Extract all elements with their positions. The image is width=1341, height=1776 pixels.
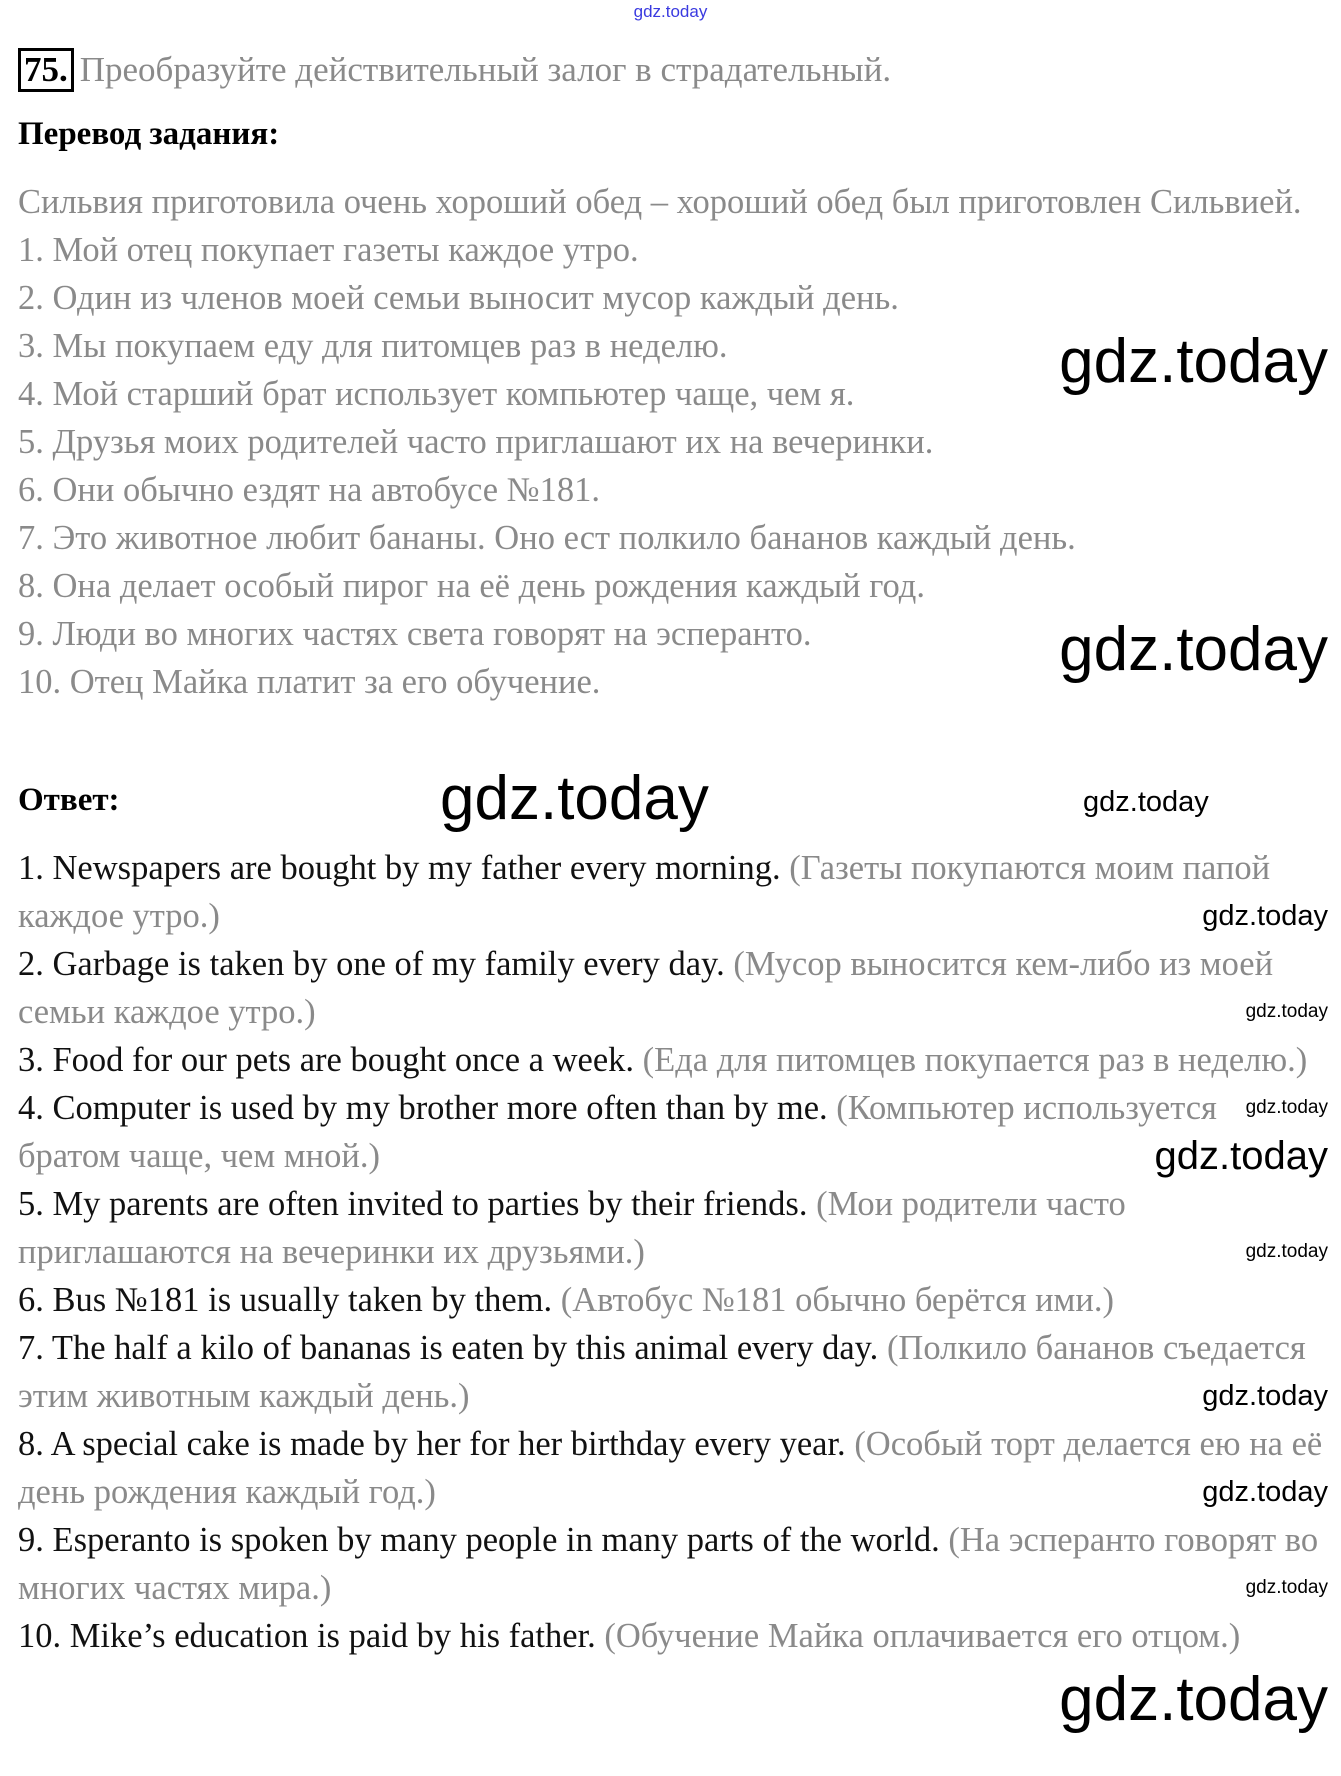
translation-item: 5. Друзья моих родителей часто приглашают их на вечеринки. xyxy=(18,423,934,461)
task-number: 75. xyxy=(18,48,74,92)
answer-ru: (Компьютер используется братом чаще, чем мной.) xyxy=(18,1089,1217,1175)
task-text: Преобразуйте действительный залог в страдательный. xyxy=(79,50,892,89)
watermark: gdz.today xyxy=(1059,327,1328,396)
watermark: gdz.today xyxy=(1245,1241,1328,1262)
watermark: gdz.today xyxy=(440,764,709,833)
translation-example: Сильвия приготовила очень хороший обед – хороший обед был приготовлен Сильвией. xyxy=(18,183,1302,221)
translation-block xyxy=(18,178,1328,706)
answer-item xyxy=(18,844,1328,940)
translation-heading: Перевод задания: xyxy=(18,116,280,152)
answer-en: 10. Mike’s education is paid by his father. xyxy=(18,1617,596,1655)
answer-item xyxy=(18,1324,1328,1420)
answer-ru: (Обучение Майка оплачивается его отцом.) xyxy=(604,1617,1241,1655)
answer-en: 9. Esperanto is spoken by many people in many parts of the world. xyxy=(18,1521,940,1559)
translation-item-text: 3. Мы покупаем еду для питомцев раз в неделю. xyxy=(18,327,728,365)
answer-ru: (Полкило бананов съедается этим животным каждый день.) xyxy=(18,1329,1306,1415)
answer-ru: (На эсперанто говорят во многих частях мира.) xyxy=(18,1521,1319,1607)
watermark: gdz.today xyxy=(1245,1097,1328,1118)
answer-en: 4. Computer is used by my brother more often than by me. xyxy=(18,1089,828,1127)
answer-item xyxy=(18,1420,1328,1516)
translation-item: 1. Мой отец покупает газеты каждое утро. xyxy=(18,231,639,269)
answer-item xyxy=(18,1084,1328,1180)
translation-item: 2. Один из членов моей семьи выносит мусор каждый день. xyxy=(18,279,899,317)
translation-item: 4. Мой старший брат использует компьютер чаще, чем я. xyxy=(18,375,855,413)
translation-item: 8. Она делает особый пирог на её день рождения каждый год. xyxy=(18,567,925,605)
answer-en: 1. Newspapers are bought by my father every morning. xyxy=(18,849,781,887)
answer-ru: (Мусор выносится кем-либо из моей семьи каждое утро.) xyxy=(18,945,1274,1031)
watermark: gdz.today xyxy=(1154,1134,1328,1178)
answer-block xyxy=(18,844,1328,1740)
answer-item xyxy=(18,940,1328,1036)
watermark: gdz.today xyxy=(1059,1665,1328,1734)
answer-ru: (Автобус №181 обычно берётся ими.) xyxy=(560,1281,1114,1319)
translation-item-text: 9. Люди во многих частях света говорят на эсперанто. xyxy=(18,615,812,653)
answer-heading: Ответ: xyxy=(18,782,120,818)
answer-en: 7. The half a kilo of bananas is eaten by this animal every day. xyxy=(18,1329,879,1367)
watermark: gdz.today xyxy=(1059,615,1328,684)
answer-ru: (Газеты покупаются моим папой каждое утро.) xyxy=(18,849,1271,935)
watermark: gdz.today xyxy=(1245,1577,1328,1598)
translation-item: 7. Это животное любит бананы. Оно ест полкило бананов каждый день. xyxy=(18,519,1076,557)
task-header xyxy=(18,48,891,92)
answer-ru: (Еда для питомцев покупается раз в неделю.) xyxy=(642,1041,1308,1079)
answer-item xyxy=(18,1276,1328,1324)
answer-item xyxy=(18,1180,1328,1276)
answer-en: 2. Garbage is taken by one of my family every day. xyxy=(18,945,725,983)
answer-item xyxy=(18,1516,1328,1612)
watermark: gdz.today xyxy=(1202,900,1328,932)
answer-en: 8. A special cake is made by her for her birthday every year. xyxy=(18,1425,846,1463)
watermark: gdz.today xyxy=(1083,786,1209,818)
watermark: gdz.today xyxy=(1202,1476,1328,1508)
translation-item: 10. Отец Майка платит за его обучение. xyxy=(18,663,601,701)
answer-ru: (Особый торт делается ею на её день рождения каждый год.) xyxy=(18,1425,1323,1511)
translation-item: 6. Они обычно ездят на автобусе №181. xyxy=(18,471,600,509)
top-watermark: gdz.today xyxy=(633,2,708,21)
answer-en: 5. My parents are often invited to parties by their friends. xyxy=(18,1185,808,1223)
answer-item xyxy=(18,1612,1328,1734)
answer-en: 3. Food for our pets are bought once a week. xyxy=(18,1041,635,1079)
watermark: gdz.today xyxy=(1245,1001,1328,1022)
watermark: gdz.today xyxy=(1202,1380,1328,1412)
answer-ru: (Мои родители часто приглашаются на вечеринки их друзьями.) xyxy=(18,1185,1126,1271)
answer-en: 6. Bus №181 is usually taken by them. xyxy=(18,1281,553,1319)
